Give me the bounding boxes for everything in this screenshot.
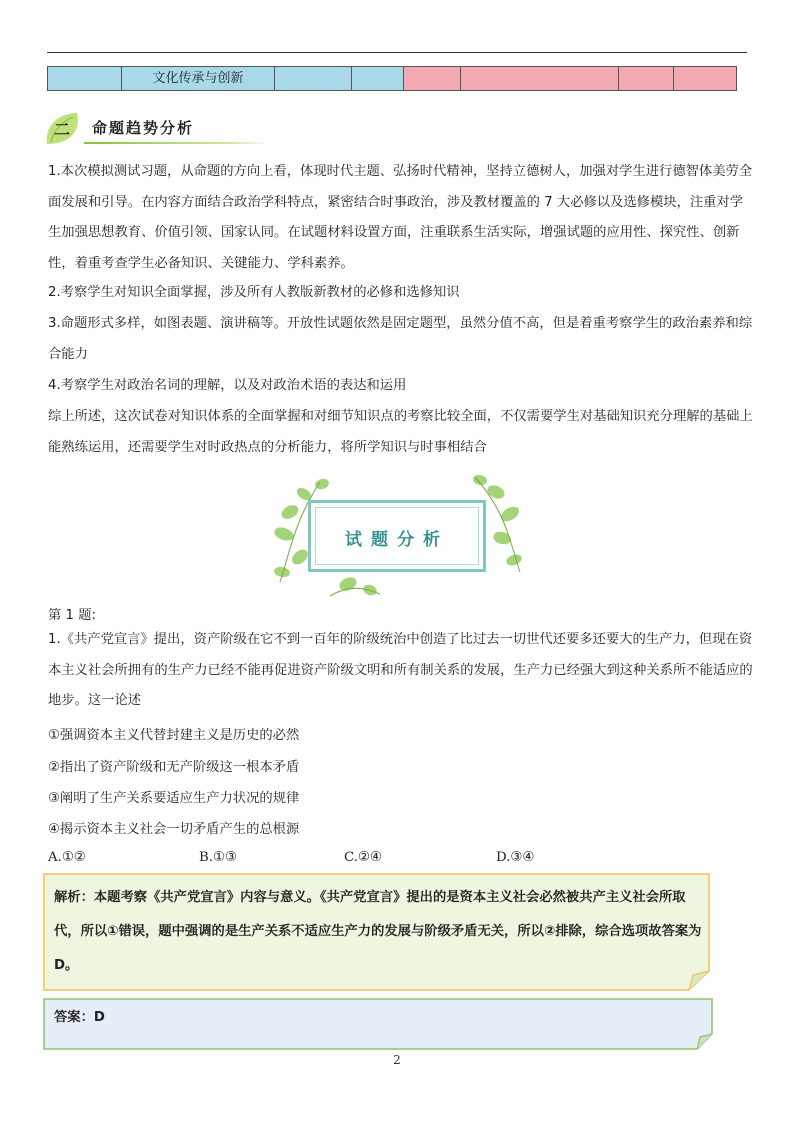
table-cell — [618, 66, 673, 91]
section-heading — [40, 108, 280, 152]
statement-item: ④揭示资本主义社会一切矛盾产生的总根源 — [48, 822, 300, 837]
trend-paragraph: 1.本次模拟测试习题，从命题的方向上看，体现时代主题、弘扬时代精神，坚持立德树人，加强对学生进行德智体美劳全面发展和引导。在内容方面结合政治学科特点，紧密结合时事政治，涉及教材覆盖的 7 大必修以及选修模块，注重对学生加强思想教育、价值引领、国家认同。在试题材料设置方面，注重联系生活实际，增强试题的应用性、探究性、创新性，着重考查学生必备知识、关键能力、学科素养。 — [48, 164, 753, 271]
trend-paragraph: 3.命题形式多样，如图表题、演讲稿等。开放性试题依然是固定题型，虽然分值不高，但是着重考察学生的政治素养和综合能力 — [48, 316, 753, 362]
table-cell — [351, 66, 403, 91]
analysis-text: 解析：本题考察《共产党宣言》内容与意义。《共产党宣言》提出的是资本主义社会必然被共产主义社会所取代，所以①错误，题中强调的是生产关系不适应生产力的发展与阶级矛盾无关，所以②排除，综合选项故答案为 D。 — [54, 890, 702, 973]
analysis-banner — [270, 472, 526, 600]
option-d: D.③④ — [496, 850, 535, 865]
page-number: 2 — [393, 1053, 401, 1067]
analysis-box — [43, 873, 710, 991]
answer-text: 答案：D — [54, 1010, 105, 1025]
table-cell — [274, 66, 351, 91]
question-label: 第 1 题: — [48, 608, 96, 623]
table-cell — [460, 66, 618, 91]
answer-box — [43, 998, 713, 1050]
banner-title: 试题分析 — [345, 530, 449, 550]
answer-options — [48, 850, 608, 870]
table-cell — [47, 66, 121, 91]
option-a: A.①② — [48, 850, 86, 865]
table-cell — [673, 66, 737, 91]
section-underline — [84, 142, 270, 144]
table-cell — [403, 66, 460, 91]
statement-item: ①强调资本主义代替封建主义是历史的必然 — [48, 728, 300, 743]
trend-paragraph: 2.考察学生对知识全面掌握，涉及所有人教版新教材的必修和选修知识 — [48, 285, 460, 300]
header-rule — [47, 52, 747, 53]
section-number: 二 — [54, 120, 71, 139]
statement-item: ②指出了资产阶级和无产阶级这一根本矛盾 — [48, 760, 300, 775]
table-cell: 文化传承与创新 — [121, 66, 274, 91]
option-b: B.①③ — [199, 850, 237, 865]
table-strip — [47, 66, 737, 93]
trend-paragraph: 4.考察学生对政治名词的理解，以及对政治术语的表达和运用 — [48, 378, 407, 393]
banner-frame — [308, 500, 486, 572]
section-title: 命题趋势分析 — [92, 119, 195, 137]
summary-paragraph: 综上所述，这次试卷对知识体系的全面掌握和对细节知识点的考察比较全面，不仅需要学生对基础知识充分理解的基础上能熟练运用，还需要学生对时政热点的分析能力，将所学知识与时事相结合 — [48, 409, 753, 455]
question-stem: 1.《共产党宣言》提出，资产阶级在它不到一百年的阶级统治中创造了比过去一切世代还要多还要大的生产力，但现在资本主义社会所拥有的生产力已经不能再促进资产阶级文明和所有制关系的发展，生产力已经强大到这种关系所不能适应的地步。这一论述 — [48, 632, 753, 708]
answer-note-shape — [43, 998, 713, 1050]
statement-item: ③阐明了生产关系要适应生产力状况的规律 — [48, 791, 300, 806]
option-c: C.②④ — [344, 850, 382, 865]
